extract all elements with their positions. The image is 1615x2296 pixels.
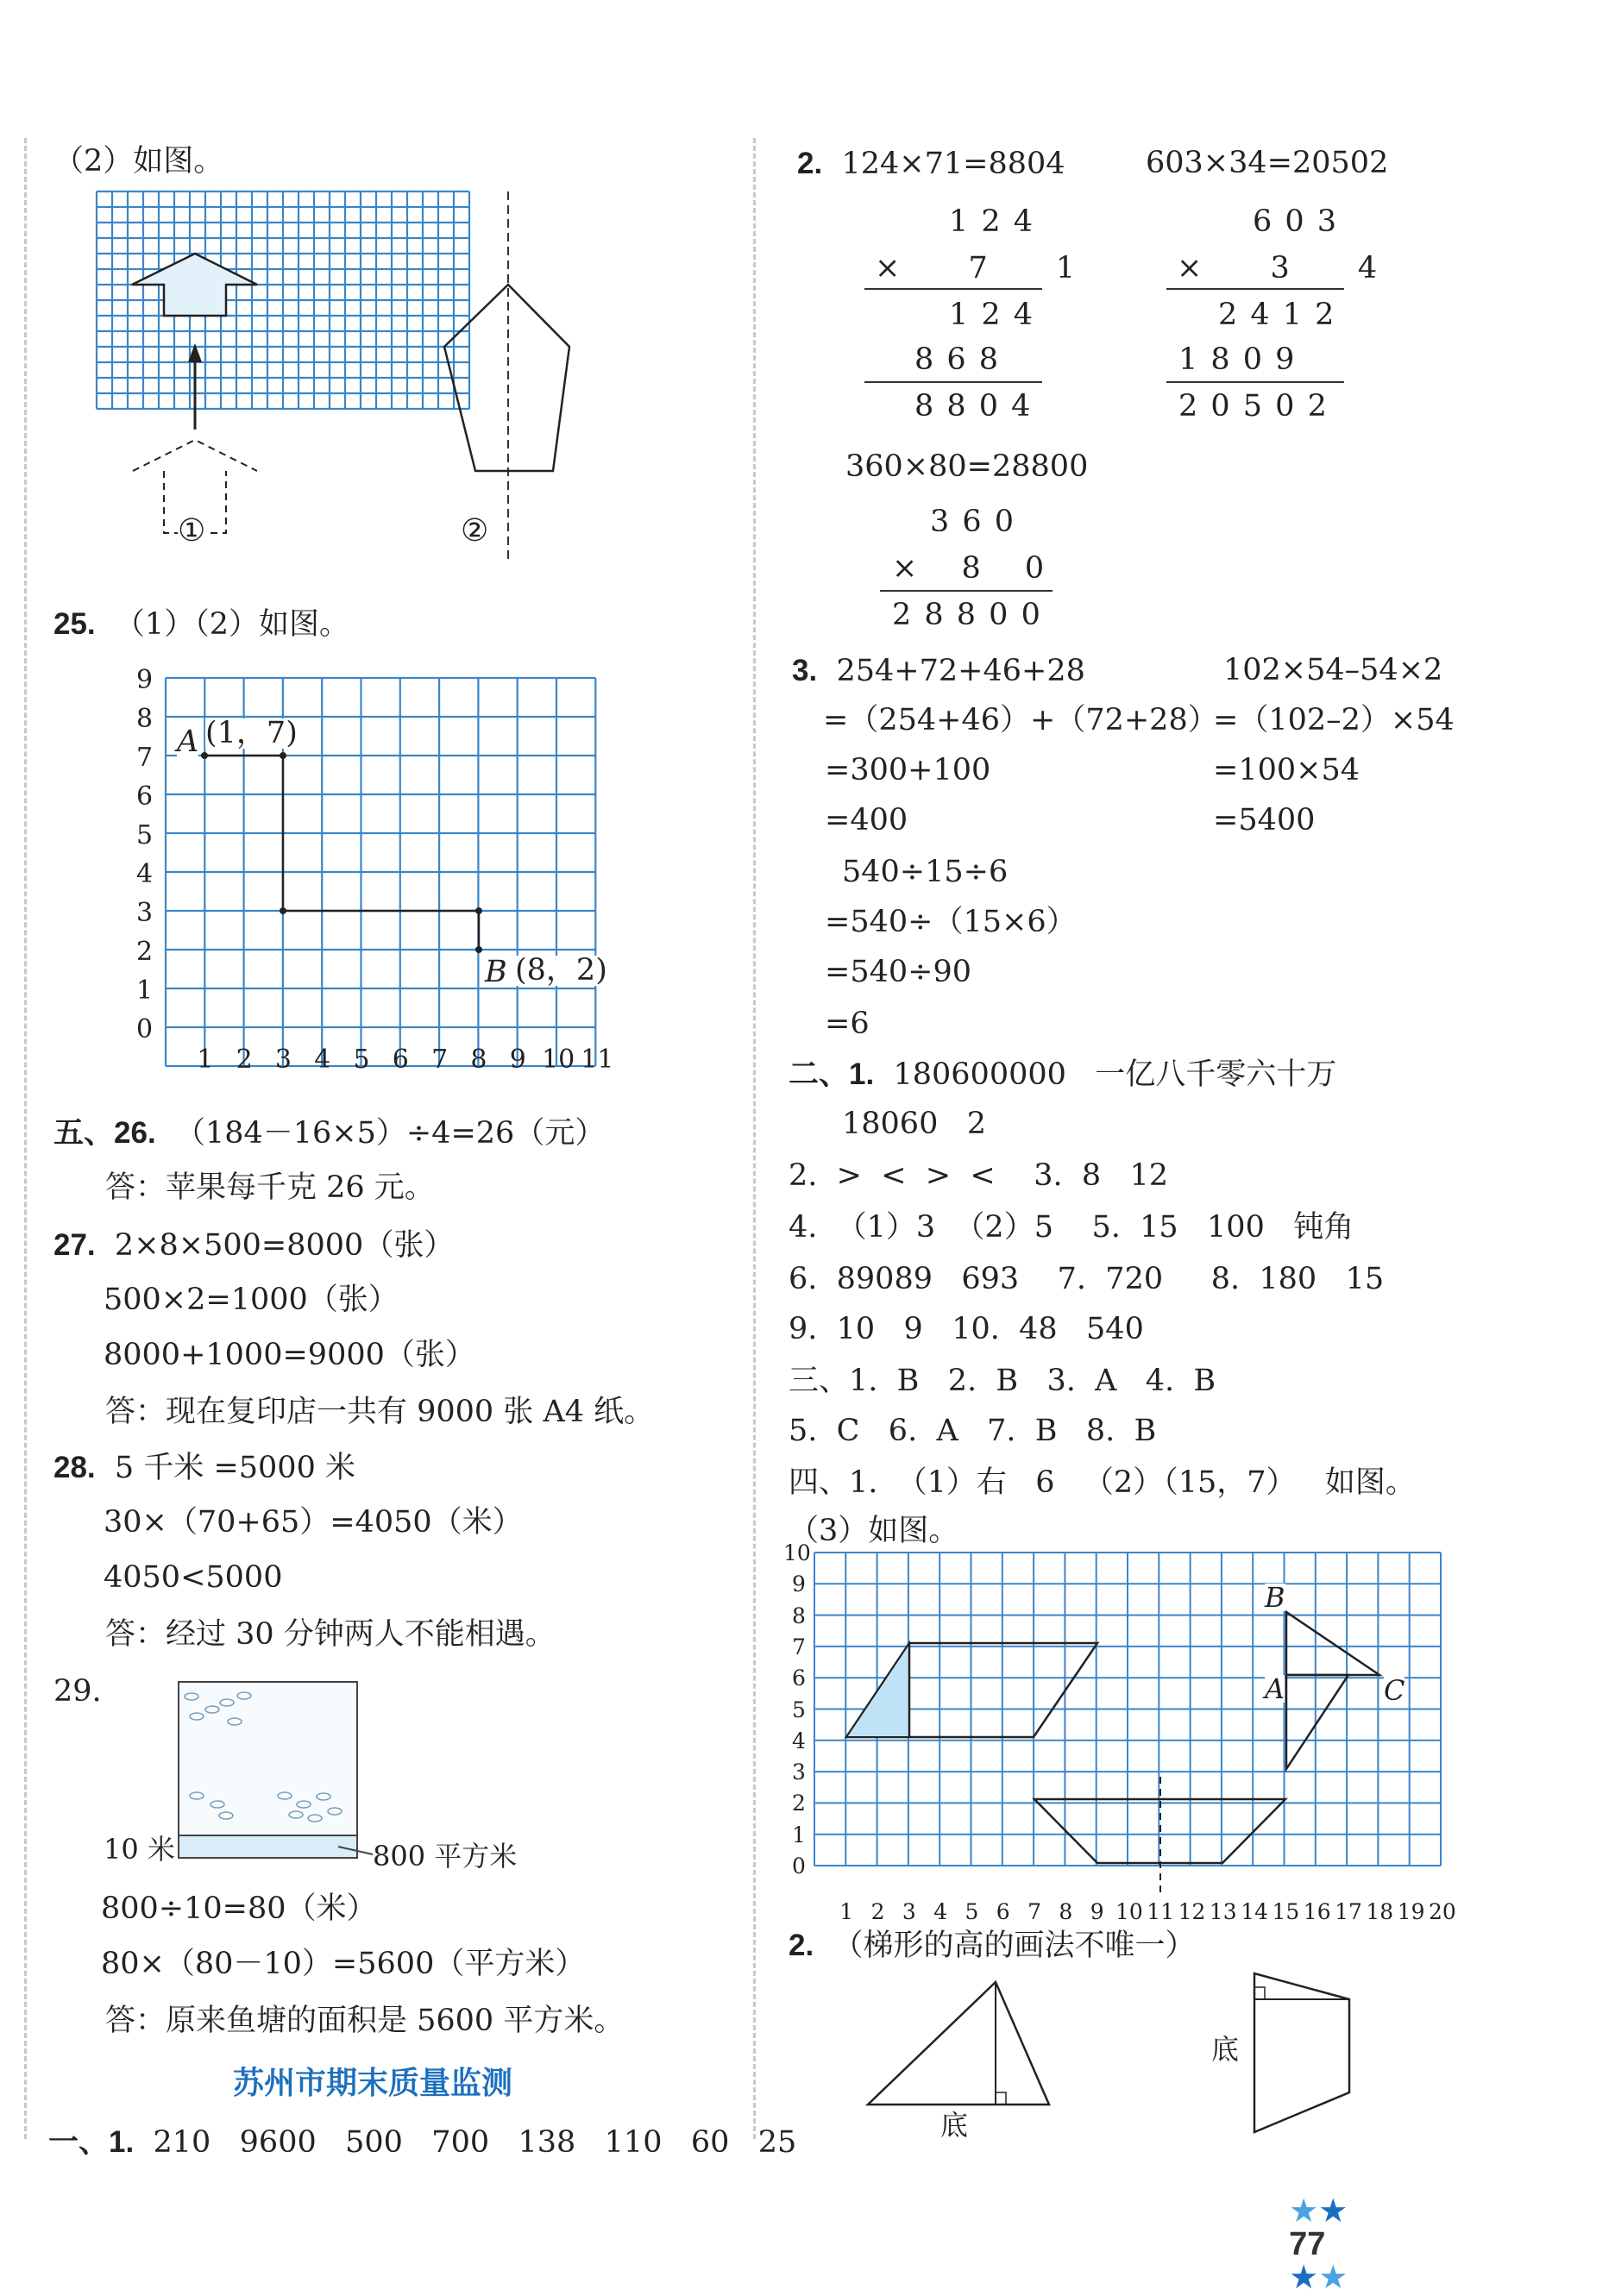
y-axis-label: 8 [136,704,154,734]
q28-calc-1: 5 千米 =5000 米 [114,1451,355,1485]
star-icon: ★ [1289,2258,1319,2296]
corner-dot-1 [280,752,286,759]
part4-q2-text: （梯形的高的画法不唯一） [833,1929,1196,1963]
calc2-b: × 3 4 [1177,251,1379,285]
y-axis-label: 2 [792,1791,806,1816]
r-q2-eq3: 360×80=28800 [845,449,1089,484]
q28-line1 [53,1452,355,1484]
q26-number: 26. [114,1116,156,1150]
label-800sqm: 800 平方米 [373,1840,518,1873]
x-axis-label: 5 [353,1044,370,1075]
y-axis-label: 1 [136,975,154,1006]
r-q3-line [792,656,1085,687]
part2-l4: 6. 89089 693 7. 720 8. 180 15 [789,1262,1385,1296]
part2-l1-text: 180600000 一亿八千零六十万 [893,1057,1337,1092]
x-axis-label: 7 [1027,1899,1041,1924]
r-q3-left-2: =（254+46）+（72+28） [823,703,1218,737]
calc2-result: 2 0 5 0 2 [1178,389,1329,423]
y-axis-label: 9 [792,1571,806,1597]
calc2-line2 [1166,381,1344,383]
r-q3-div-2: =540÷（15×6） [825,905,1077,939]
q27-answer: 答：现在复印店一共有 9000 张 A4 纸。 [105,1395,655,1429]
column-divider [753,138,756,2139]
x-axis-label: 7 [431,1044,449,1075]
p4-point-c: C [1384,1674,1405,1707]
q27-calc-1: 2×8×500=8000（张） [114,1228,455,1263]
part4-l1: 四、1. （1）右 6 （2）（15，7） 如图。 [789,1465,1416,1500]
star-icon: ★ [1318,2192,1348,2230]
x-axis-label: 10 [542,1044,575,1075]
trapezoid-base-label: 底 [1211,2033,1240,2066]
calc3-a: 3 6 0 [930,505,1016,539]
section-title: 苏州市期末质量监测 [233,2066,513,2101]
p4-point-b: B [1265,1581,1285,1614]
fig24-label-1: ① [178,513,206,549]
trapezoid-shape [1034,1799,1285,1863]
label-10m: 10 米 [104,1833,175,1866]
y-axis-label: 1 [792,1822,806,1847]
x-axis-label: 10 [1115,1899,1143,1924]
q25-line [53,609,349,640]
q29-calc-2: 80×（80－10）=5600（平方米） [101,1947,586,1981]
r-q3-left-1: 254+72+46+28 [836,654,1085,688]
move-arrow-head [188,343,202,362]
page-number-row [1268,2161,1348,2296]
part3-l1: 三、1. B 2. B 3. A 4. B [789,1364,1216,1398]
calc3-line [880,590,1053,592]
y-axis-label: 3 [792,1760,806,1785]
x-axis-label: 3 [902,1899,916,1924]
x-axis-label: 8 [1059,1899,1073,1924]
part2-l1 [789,1059,1336,1090]
calc1-line2 [864,381,1042,383]
q24-2-text: （2）如图。 [53,144,224,179]
moved-triangle [846,1643,909,1737]
q28-answer: 答：经过 30 分钟两人不能相遇。 [105,1617,556,1652]
x-axis-label: 6 [996,1899,1010,1924]
x-axis-label: 17 [1335,1899,1362,1924]
r-q3-right-1: 102×54–54×2 [1223,653,1443,687]
y-axis-label: 5 [136,820,154,850]
corner-dot-3 [475,907,482,914]
calc1-p1: 1 2 4 [949,298,1035,332]
page-number: 77 [1289,2226,1326,2262]
r-q3-right-2: =（102–2）×54 [1213,703,1455,737]
y-axis-label: 4 [136,859,154,889]
r-q2-eq1: 124×71=8804 [841,147,1065,181]
part2-l1b: 18060 2 [842,1107,986,1141]
y-axis-label: 7 [792,1634,806,1659]
q26-line [53,1115,606,1151]
left-margin-line [24,138,27,2139]
q29-answer: 答：原来鱼塘的面积是 5600 平方米。 [105,2004,625,2038]
q26-expr: （184－16×5）÷4=26（元） [174,1116,606,1151]
fish-icons [185,1692,342,1822]
calc3-result: 2 8 8 0 0 [892,598,1042,632]
point-a-dot [201,752,208,759]
x-axis-label: 1 [197,1044,214,1075]
y-axis-label: 2 [136,937,154,967]
x-axis-label: 4 [933,1899,948,1924]
calc2-p2: 1 8 0 9 [1178,342,1297,377]
y-axis-label: 7 [136,743,154,773]
triangle-rotated [1286,1675,1348,1769]
r-q3-div-4: =6 [825,1007,870,1041]
y-axis-label: 10 [783,1540,811,1565]
pond-rect [179,1682,357,1835]
pentagon-shape [444,285,569,471]
part4-l2: （3）如图。 [789,1514,959,1548]
q26-answer: 答：苹果每千克 26 元。 [105,1170,435,1205]
x-axis-label: 16 [1303,1899,1331,1924]
part2-l5: 9. 10 9 10. 48 540 [789,1312,1144,1346]
r-q3-div-3: =540÷90 [825,955,971,989]
y-axis-label: 4 [792,1728,806,1753]
q27-line1 [53,1230,454,1261]
x-axis-label: 19 [1397,1899,1425,1924]
r-q2-number: 2. [797,147,823,180]
triangle-abc [1286,1612,1379,1675]
part1-q1-answers: 210 9600 500 700 138 110 60 25 [153,2125,797,2160]
y-axis-label: 0 [136,1014,154,1044]
y-axis-label: 6 [136,781,154,812]
corner-dot-2 [280,907,286,914]
x-axis-label: 13 [1209,1899,1237,1924]
x-axis-label: 8 [470,1044,487,1075]
r-q2-line [797,148,1065,179]
y-axis-label: 0 [792,1854,806,1879]
arrow-shape [132,254,257,316]
calc3-b: × 8 0 [892,551,1046,586]
point-b-label: B [485,955,507,989]
r-q3-left-4: =400 [825,803,908,837]
part2-l3: 4. （1）3 （2）5 5. 15 100 钝角 [789,1210,1354,1245]
point-a-coord: (1，7) [205,716,298,750]
calc1-result: 8 8 0 4 [914,389,1033,423]
triangle-base-label: 底 [940,2109,969,2142]
x-axis-label: 20 [1429,1899,1456,1924]
q26-section: 五、 [53,1115,115,1151]
calc2-a: 6 0 3 [1253,204,1339,239]
x-axis-label: 9 [1090,1899,1104,1924]
x-axis-label: 18 [1366,1899,1394,1924]
q28-calc-2: 30×（70+65）=4050（米） [104,1505,523,1540]
x-axis-label: 6 [392,1044,409,1075]
r-q3-left-3: =300+100 [825,753,991,787]
point-a-label: A [177,725,199,759]
r-q3-right-3: =100×54 [1213,753,1360,787]
y-axis-label: 9 [136,665,154,695]
q28-calc-3: 4050<5000 [104,1560,283,1595]
x-axis-label: 11 [581,1044,614,1075]
x-axis-label: 5 [965,1899,979,1924]
part1-section: 一、 [48,2124,110,2160]
r-q3-number: 3. [792,654,818,687]
x-axis-label: 2 [236,1044,253,1075]
x-axis-label: 1 [839,1899,854,1924]
q28-number: 28. [53,1451,96,1484]
star-icon: ★ [1318,2258,1348,2296]
part4-q2-line [789,1930,1195,1961]
path-a-to-b [204,756,479,950]
q29-calc-1: 800÷10=80（米） [101,1891,377,1926]
y-axis-label: 3 [136,898,154,928]
part2-l1-number: 1. [849,1057,875,1091]
q25-text: （1）（2）如图。 [114,607,349,642]
road-strip [179,1835,357,1858]
triangle-figure [868,1982,1049,2105]
star-icon: ★ [1289,2192,1319,2230]
part2-section: 二、 [789,1057,850,1092]
y-axis-label: 6 [792,1666,806,1691]
point-b-dot [475,946,482,953]
point-b-coord: (8，2) [515,953,607,988]
x-axis-label: 4 [314,1044,331,1075]
fig24-label-2: ② [461,513,489,549]
r-q3-div-1: 540÷15÷6 [842,855,1009,889]
x-axis-label: 11 [1147,1899,1175,1924]
x-axis-label: 3 [274,1044,292,1075]
q27-calc-2: 500×2=1000（张） [104,1283,399,1317]
part3-l2: 5. C 6. A 7. B 8. B [789,1414,1157,1448]
triangle-right-angle [996,2092,1006,2105]
parallelogram-shape [846,1643,1097,1737]
part2-l2: 2. > < > < 3. 8 12 [789,1158,1169,1193]
x-axis-label: 14 [1241,1899,1268,1924]
r-q2-eq2: 603×34=20502 [1146,146,1389,180]
arrow-original-dashed [133,440,257,471]
x-axis-label: 12 [1178,1899,1206,1924]
part4-q2-number: 2. [789,1929,814,1962]
calc1-b: × 7 1 [875,251,1078,285]
calc1-p2: 8 6 8 [914,342,1001,377]
y-axis-label: 8 [792,1603,806,1628]
calc1-line1 [864,288,1042,290]
y-axis-label: 5 [792,1697,806,1722]
trapezoid-figure [1254,1973,1349,2132]
part1-q1-number: 1. [109,2125,135,2159]
q29-number: 29. [53,1674,102,1709]
x-axis-label: 15 [1272,1899,1300,1924]
trapezoid-right-angle [1254,1987,1265,1999]
calc2-p1: 2 4 1 2 [1218,298,1336,332]
q27-calc-3: 8000+1000=9000（张） [104,1338,475,1372]
q27-number: 27. [53,1228,96,1262]
q25-number: 25. [53,607,96,641]
calc2-line1 [1166,288,1344,290]
r-q3-right-4: =5400 [1213,803,1316,837]
p4-point-a: A [1265,1672,1285,1705]
x-axis-label: 9 [509,1044,526,1075]
x-axis-label: 2 [870,1899,885,1924]
area-pointer [338,1847,373,1854]
part1-q1-line [48,2124,797,2160]
calc1-a: 1 2 4 [949,204,1035,239]
